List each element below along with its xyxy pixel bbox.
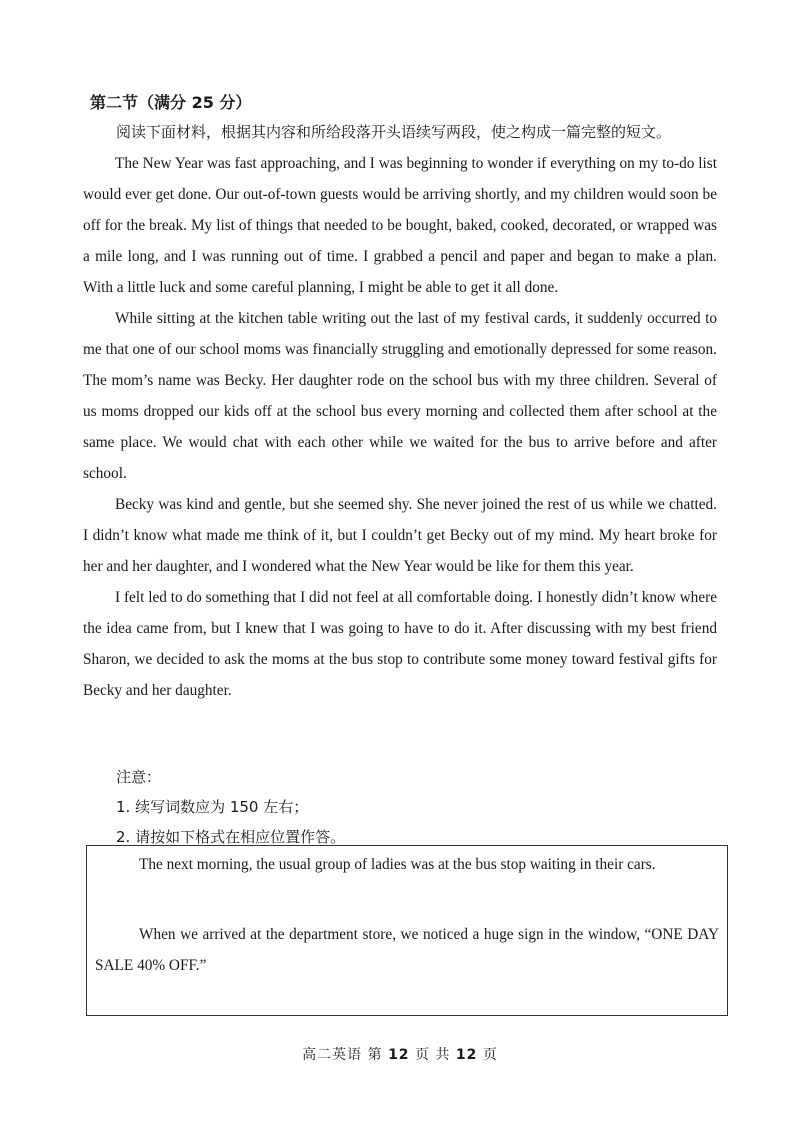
instruction-text: 阅读下面材料，根据其内容和所给段落开头语续写两段，使之构成一篇完整的短文。: [116, 123, 672, 141]
footer-page-number: 12: [388, 1047, 410, 1063]
notes-section: [116, 762, 345, 852]
paragraph-opening-1: The next morning, the usual group of ladies was at the bus stop waiting in their cars.: [139, 856, 656, 873]
footer-end: 页: [482, 1047, 498, 1063]
footer-total-pages: 12: [455, 1047, 478, 1063]
passage-paragraph: I felt led to do something that I did not feel at all comfortable doing. I honestly didn’t know where the idea came from, but I knew that I was going to have to do it. After discussing with my best friend Sharon, we decided to ask the moms at the bus stop to contribute some money toward festival gifts for Becky and her daughter.: [83, 589, 717, 699]
notes-heading: 注意：: [116, 768, 162, 786]
footer-middle: 页 共: [415, 1047, 451, 1063]
footer-subject: 高二英语 第: [302, 1047, 383, 1063]
note-item: 1. 续写词数应为 150 左右；: [116, 798, 309, 816]
reading-passage: [83, 148, 717, 706]
section-title: 第二节（满分 25 分）: [90, 93, 252, 112]
passage-paragraph: The New Year was fast approaching, and I was beginning to wonder if everything on my to-do list would ever get done. Our out-of-town guests would be arriving shortly, and my children would soon be off for the break. My list of things that needed to be bought, baked, cooked, decorated, or wrapped was a mile long, and I was running out of time. I grabbed a pencil and paper and began to make a plan. With a little luck and some careful planning, I might be able to get it all done.: [83, 155, 717, 296]
passage-paragraph: While sitting at the kitchen table writing out the last of my festival cards, it suddenly occurred to me that one of our school moms was financially struggling and emotionally depressed for some reason. The mom’s name was Becky. Her daughter rode on the school bus with my three children. Several of us moms dropped our kids off at the school bus every morning and collected them after school at the same place. We would chat with each other while we waited for the bus to arrive before and after school.: [83, 310, 717, 482]
paragraph-opening-2: When we arrived at the department store, we noticed a huge sign in the window, “ONE DAY SALE 40% OFF.”: [95, 926, 719, 974]
note-item: 2. 请按如下格式在相应位置作答。: [116, 828, 346, 846]
passage-paragraph: Becky was kind and gentle, but she seemed shy. She never joined the rest of us while we chatted. I didn’t know what made me think of it, but I couldn’t get Becky out of my mind. My heart broke for her and her daughter, and I wondered what the New Year would be like for them this year.: [83, 496, 717, 575]
page-footer: [0, 1044, 800, 1064]
answer-box[interactable]: [86, 845, 728, 1016]
